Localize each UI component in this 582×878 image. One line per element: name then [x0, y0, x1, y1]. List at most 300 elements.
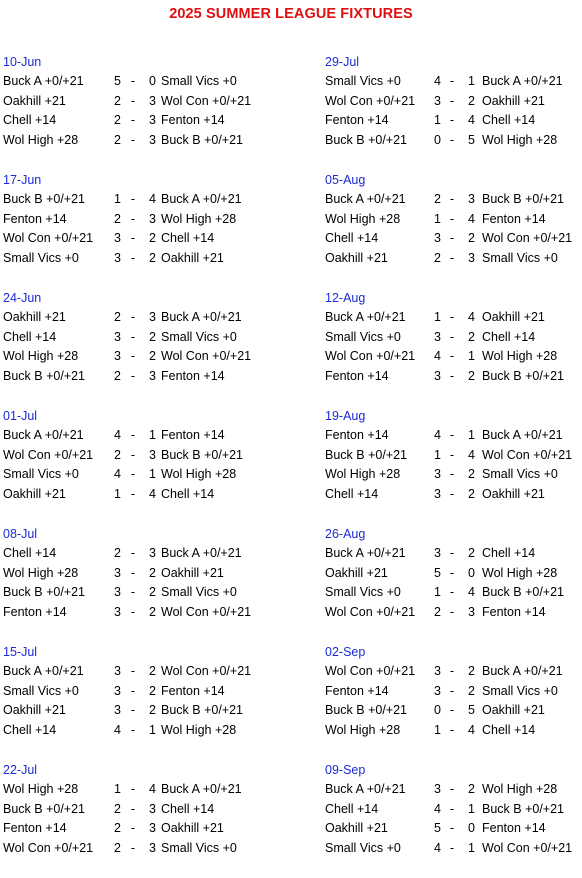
home-team: Buck A +0/+21	[325, 192, 406, 206]
home-team: Chell +14	[325, 487, 379, 502]
home-team: Wol High +28	[3, 565, 79, 580]
home-score: 3	[114, 231, 121, 246]
fixture-row	[325, 229, 582, 249]
away-team: Small Vics +0	[482, 683, 558, 698]
fixture-row	[3, 544, 321, 564]
score-separator: -	[130, 683, 136, 698]
away-team: Oakhill +21	[482, 703, 545, 718]
score-separator: -	[130, 723, 136, 738]
away-team: Fenton +14	[161, 683, 225, 698]
round-date: 15-Jul	[3, 645, 38, 659]
away-score: 3	[149, 133, 156, 148]
home-score: 1	[434, 113, 441, 128]
round-date: 10-Jun	[3, 55, 42, 69]
home-team: Fenton +14	[325, 683, 389, 698]
home-score: 2	[434, 605, 441, 620]
away-team: Wol Con +0/+21	[482, 841, 573, 856]
away-score: 3	[149, 113, 156, 128]
round-date: 17-Jun	[3, 173, 42, 187]
away-team: Small Vics +0	[161, 74, 237, 88]
score-separator: -	[449, 447, 455, 462]
round-date: 01-Jul	[3, 409, 38, 423]
fixture-row	[3, 72, 321, 92]
round-date: 05-Aug	[325, 173, 366, 187]
home-score: 1	[434, 723, 441, 738]
fixtures-column-right	[325, 52, 582, 878]
score-separator: -	[130, 231, 136, 246]
away-score: 0	[468, 821, 475, 836]
away-score: 2	[149, 664, 156, 678]
score-separator: -	[449, 113, 455, 128]
score-separator: -	[449, 369, 455, 384]
home-score: 1	[114, 487, 121, 502]
fixture-row	[325, 111, 582, 131]
away-score: 3	[149, 447, 156, 462]
home-team: Small Vics +0	[325, 841, 401, 856]
score-separator: -	[449, 605, 455, 620]
home-team: Wol Con +0/+21	[325, 664, 416, 678]
fixture-row	[3, 131, 321, 151]
fixtures-column-left	[3, 52, 321, 878]
away-score: 2	[149, 231, 156, 246]
fixture-row	[325, 92, 582, 112]
home-score: 2	[114, 546, 121, 560]
fixture-round	[325, 642, 582, 760]
fixture-row	[325, 131, 582, 151]
home-team: Wol High +28	[325, 211, 401, 226]
away-team: Wol Con +0/+21	[482, 231, 573, 246]
home-score: 2	[114, 841, 121, 856]
score-separator: -	[130, 821, 136, 836]
score-separator: -	[130, 467, 136, 482]
score-separator: -	[130, 487, 136, 502]
fixture-row	[325, 544, 582, 564]
score-separator: -	[449, 585, 455, 600]
score-separator: -	[449, 821, 455, 836]
fixture-row	[325, 780, 582, 800]
away-team: Oakhill +21	[482, 93, 545, 108]
away-team: Wol High +28	[161, 211, 237, 226]
score-separator: -	[449, 74, 455, 88]
home-score: 3	[434, 329, 441, 344]
away-score: 3	[149, 821, 156, 836]
home-score: 4	[114, 467, 121, 482]
score-separator: -	[130, 605, 136, 620]
away-score: 1	[149, 723, 156, 738]
home-team: Small Vics +0	[3, 467, 79, 482]
round-date: 19-Aug	[325, 409, 366, 423]
away-team: Buck A +0/+21	[482, 74, 563, 88]
home-score: 5	[114, 74, 121, 88]
home-team: Wol High +28	[3, 782, 79, 796]
away-score: 2	[468, 93, 475, 108]
fixture-row	[3, 446, 321, 466]
away-team: Buck B +0/+21	[482, 369, 565, 384]
home-team: Wol Con +0/+21	[325, 605, 416, 620]
home-score: 4	[114, 428, 121, 442]
away-team: Wol High +28	[482, 349, 558, 364]
home-team: Fenton +14	[325, 428, 389, 442]
fixture-row	[325, 682, 582, 702]
home-score: 5	[434, 565, 441, 580]
away-team: Small Vics +0	[161, 585, 237, 600]
fixture-row	[3, 662, 321, 682]
away-score: 3	[468, 605, 475, 620]
away-score: 5	[468, 133, 475, 148]
score-separator: -	[449, 133, 455, 148]
away-team: Fenton +14	[482, 821, 546, 836]
away-team: Small Vics +0	[482, 251, 558, 266]
home-score: 2	[114, 133, 121, 148]
away-score: 1	[468, 74, 475, 88]
fixture-round	[3, 170, 321, 288]
away-team: Buck A +0/+21	[161, 546, 242, 560]
home-team: Buck A +0/+21	[325, 782, 406, 796]
away-team: Fenton +14	[161, 428, 225, 442]
home-team: Buck B +0/+21	[3, 585, 86, 600]
fixture-row	[3, 92, 321, 112]
score-separator: -	[449, 211, 455, 226]
fixture-round	[3, 288, 321, 406]
fixture-row	[3, 819, 321, 839]
fixture-row	[325, 210, 582, 230]
home-team: Small Vics +0	[325, 74, 401, 88]
home-team: Small Vics +0	[3, 251, 79, 266]
score-separator: -	[449, 723, 455, 738]
away-score: 2	[149, 565, 156, 580]
home-score: 4	[434, 74, 441, 88]
fixture-row	[3, 701, 321, 721]
home-score: 2	[114, 821, 121, 836]
home-team: Wol Con +0/+21	[3, 841, 94, 856]
home-score: 0	[434, 133, 441, 148]
away-score: 4	[468, 113, 475, 128]
home-score: 3	[114, 703, 121, 718]
away-score: 0	[468, 565, 475, 580]
away-team: Buck B +0/+21	[161, 703, 244, 718]
score-separator: -	[130, 782, 136, 796]
fixture-row	[325, 839, 582, 859]
fixture-row	[3, 367, 321, 387]
score-separator: -	[130, 369, 136, 384]
away-score: 4	[149, 782, 156, 796]
away-team: Wol High +28	[482, 133, 558, 148]
home-team: Fenton +14	[3, 821, 67, 836]
away-team: Wol High +28	[161, 723, 237, 738]
away-score: 2	[468, 231, 475, 246]
page-title: 2025 SUMMER LEAGUE FIXTURES	[169, 6, 413, 22]
home-team: Fenton +14	[325, 369, 389, 384]
home-team: Buck A +0/+21	[325, 546, 406, 560]
home-team: Buck B +0/+21	[3, 369, 86, 384]
fixture-row	[3, 682, 321, 702]
away-score: 2	[149, 329, 156, 344]
fixture-round	[3, 406, 321, 524]
away-score: 2	[149, 683, 156, 698]
score-separator: -	[449, 546, 455, 560]
score-separator: -	[449, 231, 455, 246]
score-separator: -	[449, 801, 455, 816]
away-score: 2	[468, 487, 475, 502]
away-score: 3	[149, 841, 156, 856]
fixture-row	[3, 800, 321, 820]
fixture-row	[325, 308, 582, 328]
away-team: Buck A +0/+21	[161, 782, 242, 796]
home-score: 4	[434, 801, 441, 816]
fixture-round	[325, 288, 582, 406]
home-team: Chell +14	[3, 329, 57, 344]
score-separator: -	[130, 585, 136, 600]
away-score: 3	[149, 546, 156, 560]
round-date: 09-Sep	[325, 763, 366, 777]
score-separator: -	[130, 703, 136, 718]
score-separator: -	[130, 93, 136, 108]
away-team: Chell +14	[161, 487, 215, 502]
away-team: Buck A +0/+21	[161, 310, 242, 324]
home-team: Buck B +0/+21	[3, 192, 86, 206]
home-team: Oakhill +21	[3, 487, 66, 502]
away-team: Fenton +14	[161, 113, 225, 128]
home-score: 1	[434, 310, 441, 324]
home-team: Oakhill +21	[3, 310, 66, 324]
away-team: Oakhill +21	[161, 821, 224, 836]
score-separator: -	[130, 329, 136, 344]
away-team: Wol Con +0/+21	[161, 349, 252, 364]
home-team: Buck B +0/+21	[325, 133, 408, 148]
fixture-round	[325, 760, 582, 878]
round-date: 29-Jul	[325, 55, 360, 69]
home-team: Chell +14	[325, 231, 379, 246]
away-score: 2	[468, 369, 475, 384]
fixture-round	[325, 170, 582, 288]
away-team: Small Vics +0	[161, 329, 237, 344]
away-score: 1	[468, 428, 475, 442]
home-score: 3	[434, 683, 441, 698]
fixture-row	[3, 308, 321, 328]
away-score: 2	[149, 251, 156, 266]
home-team: Oakhill +21	[3, 703, 66, 718]
away-score: 4	[468, 723, 475, 738]
fixture-row	[325, 800, 582, 820]
home-score: 2	[434, 192, 441, 206]
away-team: Chell +14	[482, 723, 536, 738]
away-score: 4	[149, 192, 156, 206]
away-team: Oakhill +21	[161, 251, 224, 266]
away-score: 1	[468, 801, 475, 816]
away-team: Buck B +0/+21	[482, 585, 565, 600]
away-team: Fenton +14	[482, 605, 546, 620]
away-score: 4	[149, 487, 156, 502]
home-score: 3	[434, 467, 441, 482]
fixture-row	[3, 780, 321, 800]
home-team: Chell +14	[325, 801, 379, 816]
home-score: 4	[434, 349, 441, 364]
home-team: Wol Con +0/+21	[325, 93, 416, 108]
score-separator: -	[449, 329, 455, 344]
home-score: 4	[114, 723, 121, 738]
home-score: 1	[114, 782, 121, 796]
away-score: 2	[468, 683, 475, 698]
away-score: 3	[468, 192, 475, 206]
home-team: Wol Con +0/+21	[3, 231, 94, 246]
score-separator: -	[130, 841, 136, 856]
fixture-round	[325, 524, 582, 642]
score-separator: -	[130, 664, 136, 678]
fixture-row	[325, 249, 582, 269]
round-date: 12-Aug	[325, 291, 366, 305]
away-score: 0	[149, 74, 156, 88]
home-score: 3	[114, 664, 121, 678]
home-team: Wol High +28	[325, 723, 401, 738]
home-score: 2	[114, 93, 121, 108]
score-separator: -	[449, 192, 455, 206]
away-score: 2	[468, 546, 475, 560]
home-team: Chell +14	[3, 723, 57, 738]
away-score: 2	[468, 467, 475, 482]
fixture-row	[3, 190, 321, 210]
away-team: Buck B +0/+21	[161, 133, 244, 148]
away-score: 3	[149, 310, 156, 324]
away-score: 2	[468, 782, 475, 796]
home-team: Wol High +28	[3, 349, 79, 364]
score-separator: -	[130, 74, 136, 88]
home-score: 2	[114, 369, 121, 384]
score-separator: -	[449, 349, 455, 364]
home-score: 3	[434, 546, 441, 560]
away-team: Chell +14	[482, 113, 536, 128]
score-separator: -	[449, 310, 455, 324]
fixture-round	[3, 524, 321, 642]
round-date: 22-Jul	[3, 763, 38, 777]
score-separator: -	[130, 133, 136, 148]
home-score: 3	[114, 349, 121, 364]
fixture-row	[325, 603, 582, 623]
score-separator: -	[130, 349, 136, 364]
home-team: Wol High +28	[325, 467, 401, 482]
away-score: 3	[149, 93, 156, 108]
home-score: 2	[114, 113, 121, 128]
away-score: 1	[468, 349, 475, 364]
round-date: 02-Sep	[325, 645, 366, 659]
away-score: 3	[468, 251, 475, 266]
away-score: 1	[468, 841, 475, 856]
fixture-row	[325, 190, 582, 210]
score-separator: -	[449, 467, 455, 482]
home-team: Oakhill +21	[325, 251, 388, 266]
fixture-row	[3, 426, 321, 446]
fixture-row	[325, 564, 582, 584]
fixture-round	[3, 52, 321, 170]
fixture-row	[3, 328, 321, 348]
away-team: Chell +14	[482, 546, 536, 560]
home-team: Buck B +0/+21	[325, 703, 408, 718]
fixture-row	[325, 465, 582, 485]
home-score: 2	[114, 211, 121, 226]
home-score: 3	[114, 605, 121, 620]
fixture-row	[325, 446, 582, 466]
home-score: 2	[114, 447, 121, 462]
home-score: 1	[434, 585, 441, 600]
home-score: 3	[434, 369, 441, 384]
fixture-row	[325, 72, 582, 92]
home-team: Oakhill +21	[325, 821, 388, 836]
home-score: 3	[434, 93, 441, 108]
score-separator: -	[449, 487, 455, 502]
away-score: 4	[468, 447, 475, 462]
home-team: Small Vics +0	[325, 585, 401, 600]
score-separator: -	[449, 93, 455, 108]
fixture-row	[3, 229, 321, 249]
fixture-row	[325, 819, 582, 839]
fixture-row	[325, 347, 582, 367]
fixture-row	[3, 347, 321, 367]
away-team: Small Vics +0	[482, 467, 558, 482]
away-team: Buck A +0/+21	[161, 192, 242, 206]
home-score: 4	[434, 841, 441, 856]
home-team: Buck B +0/+21	[3, 801, 86, 816]
home-team: Buck A +0/+21	[3, 428, 84, 442]
away-team: Buck B +0/+21	[482, 192, 565, 206]
fixture-row	[325, 662, 582, 682]
score-separator: -	[130, 251, 136, 266]
away-score: 2	[149, 349, 156, 364]
fixture-row	[3, 111, 321, 131]
away-score: 2	[149, 703, 156, 718]
home-team: Fenton +14	[325, 113, 389, 128]
away-team: Fenton +14	[161, 369, 225, 384]
home-score: 3	[434, 782, 441, 796]
fixture-row	[3, 465, 321, 485]
away-score: 4	[468, 211, 475, 226]
home-team: Oakhill +21	[325, 565, 388, 580]
away-team: Buck A +0/+21	[482, 428, 563, 442]
away-score: 2	[468, 329, 475, 344]
away-team: Wol High +28	[161, 467, 237, 482]
home-team: Small Vics +0	[3, 683, 79, 698]
away-score: 4	[468, 585, 475, 600]
away-team: Buck B +0/+21	[161, 447, 244, 462]
score-separator: -	[449, 251, 455, 266]
fixture-round	[325, 406, 582, 524]
away-score: 3	[149, 369, 156, 384]
away-score: 3	[149, 211, 156, 226]
score-separator: -	[130, 801, 136, 816]
score-separator: -	[130, 310, 136, 324]
away-score: 2	[149, 605, 156, 620]
fixture-round	[3, 760, 321, 878]
fixture-round	[3, 642, 321, 760]
home-score: 0	[434, 703, 441, 718]
away-score: 1	[149, 467, 156, 482]
score-separator: -	[449, 782, 455, 796]
away-team: Wol High +28	[482, 782, 558, 796]
home-team: Fenton +14	[3, 605, 67, 620]
home-score: 3	[114, 329, 121, 344]
fixture-row	[325, 701, 582, 721]
away-score: 3	[149, 801, 156, 816]
score-separator: -	[449, 703, 455, 718]
home-score: 3	[114, 565, 121, 580]
round-date: 08-Jul	[3, 527, 38, 541]
score-separator: -	[130, 192, 136, 206]
home-score: 1	[434, 211, 441, 226]
home-score: 3	[114, 683, 121, 698]
home-score: 4	[434, 428, 441, 442]
away-team: Oakhill +21	[482, 487, 545, 502]
home-score: 5	[434, 821, 441, 836]
away-score: 2	[468, 664, 475, 678]
away-team: Oakhill +21	[482, 310, 545, 324]
